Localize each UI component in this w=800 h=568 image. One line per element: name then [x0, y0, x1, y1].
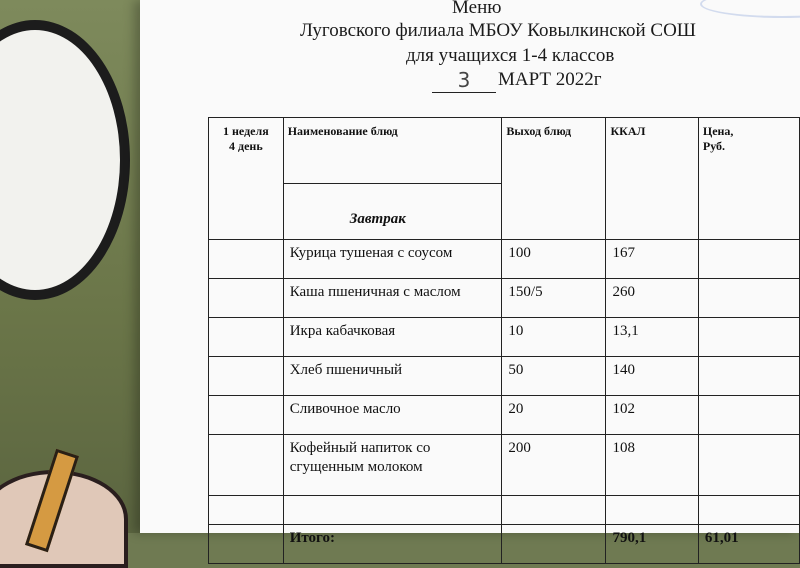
- background-left: [0, 0, 160, 533]
- header-price: [698, 118, 799, 240]
- table-row: [209, 357, 800, 396]
- table-row: [209, 435, 800, 496]
- title-grades: для учащихся 1-4 классов: [406, 45, 615, 66]
- total-price: 61,01: [698, 525, 799, 564]
- table-row: [209, 279, 800, 318]
- date-day: 3: [432, 68, 496, 93]
- row-day-cell: [209, 318, 284, 357]
- header-price-label: Цена, Руб.: [702, 124, 734, 153]
- dish-price: [698, 318, 799, 357]
- dish-kcal: 260: [606, 279, 698, 318]
- dish-price: [698, 357, 799, 396]
- dish-kcal: 167: [606, 240, 698, 279]
- menu-table: [208, 117, 800, 564]
- empty-cell: [502, 496, 606, 525]
- dish-output: 100: [502, 240, 606, 279]
- empty-cell: [283, 496, 502, 525]
- dish-output: 200: [502, 435, 606, 496]
- dish-price: [698, 396, 799, 435]
- table-row: [209, 318, 800, 357]
- total-label: Итого:: [283, 525, 502, 564]
- stamp: [700, 0, 800, 18]
- empty-cell: [698, 496, 799, 525]
- empty-cell: [209, 496, 284, 525]
- header-kcal: ККАЛ: [606, 118, 698, 240]
- total-row: [209, 525, 800, 564]
- total-kcal: 790,1: [606, 525, 698, 564]
- title-school: Луговского филиала МБОУ Ковылкинской СОШ: [300, 20, 696, 41]
- title-menu: Меню: [452, 0, 502, 18]
- table-header-row: [209, 118, 800, 184]
- table-row: [209, 396, 800, 435]
- dish-price: [698, 240, 799, 279]
- total-output-cell: [502, 525, 606, 564]
- empty-cell: [606, 496, 698, 525]
- date-line: [432, 66, 602, 91]
- header-output: Выход блюд: [502, 118, 606, 240]
- dish-output: 10: [502, 318, 606, 357]
- header-week-day: [209, 118, 284, 240]
- section-title-breakfast: Завтрак: [283, 184, 502, 240]
- dish-kcal: 102: [606, 396, 698, 435]
- dish-output: 50: [502, 357, 606, 396]
- menu-document: [140, 0, 800, 546]
- dish-output: 20: [502, 396, 606, 435]
- row-day-cell: [209, 435, 284, 496]
- dish-kcal: 108: [606, 435, 698, 496]
- dish-name: Кофейный напиток со сгущенным молоком: [283, 435, 502, 496]
- dish-price: [698, 279, 799, 318]
- table-row-empty: [209, 496, 800, 525]
- row-day-cell: [209, 240, 284, 279]
- total-day-cell: [209, 525, 284, 564]
- dish-name: Сливочное масло: [283, 396, 502, 435]
- row-day-cell: [209, 396, 284, 435]
- dish-name: Каша пшеничная с маслом: [283, 279, 502, 318]
- dish-kcal: 13,1: [606, 318, 698, 357]
- row-day-cell: [209, 279, 284, 318]
- dish-name: Курица тушеная с соусом: [283, 240, 502, 279]
- dish-name: Икра кабачковая: [283, 318, 502, 357]
- dish-price: [698, 435, 799, 496]
- header-week-label: 1 неделя 4 день: [223, 124, 269, 153]
- header-dish-name: Наименование блюд: [283, 118, 502, 184]
- table-row: [209, 240, 800, 279]
- dish-output: 150/5: [502, 279, 606, 318]
- date-month-year: МАРТ 2022г: [498, 69, 602, 90]
- row-day-cell: [209, 357, 284, 396]
- dish-name: Хлеб пшеничный: [283, 357, 502, 396]
- background-illustration: [0, 20, 130, 300]
- dish-kcal: 140: [606, 357, 698, 396]
